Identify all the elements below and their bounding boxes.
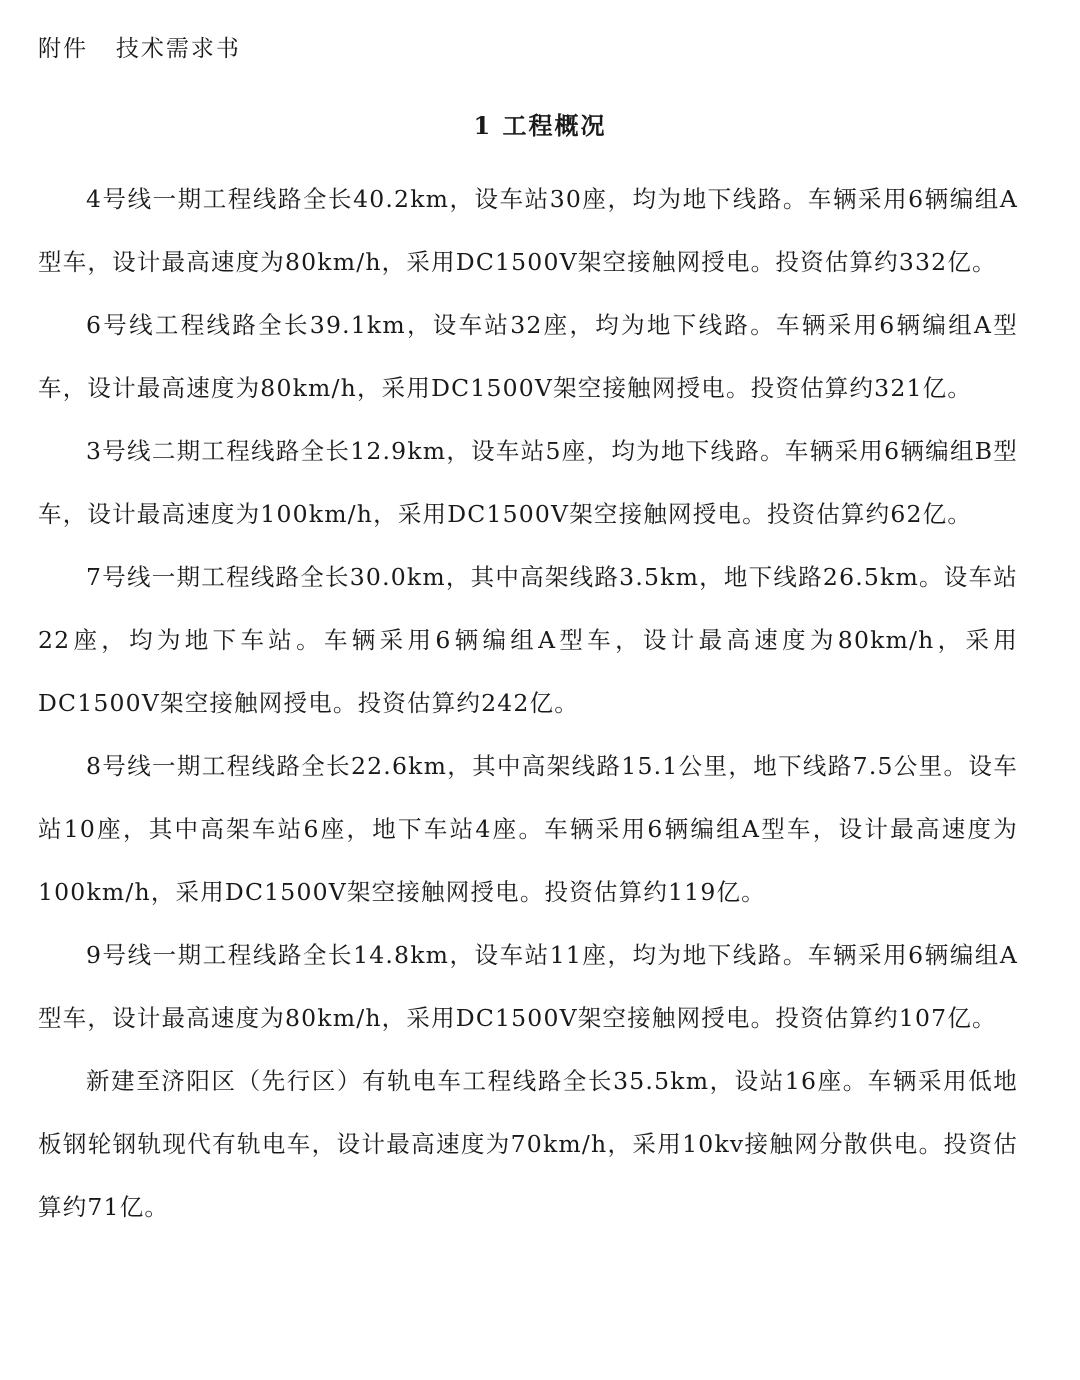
- paragraph-line-8: 8号线一期工程线路全长22.6km，其中高架线路15.1公里，地下线路7.5公里。设车站10座，其中高架车站6座，地下车站4座。车辆采用6辆编组A型车，设计最高速度为100km/h，采用DC1500V架空接触网授电。投资估算约119亿。: [38, 752, 1018, 906]
- section-title: 1 工程概况: [473, 111, 607, 140]
- paragraph-line-9: 9号线一期工程线路全长14.8km，设车站11座，均为地下线路。车辆采用6辆编组A型车，设计最高速度为80km/h，采用DC1500V架空接触网授电。投资估算约107亿。: [38, 941, 1018, 1032]
- paragraph-line-4: 4号线一期工程线路全长40.2km，设车站30座，均为地下线路。车辆采用6辆编组A型车，设计最高速度为80km/h，采用DC1500V架空接触网授电。投资估算约332亿。: [38, 185, 1018, 276]
- attachment-header: 附件 技术需求书: [38, 36, 241, 62]
- paragraph-tram-jiyang: 新建至济阳区（先行区）有轨电车工程线路全长35.5km，设站16座。车辆采用低地板钢轮钢轨现代有轨电车，设计最高速度为70km/h，采用10kv接触网分散供电。投资估算约71亿。: [38, 1067, 1018, 1221]
- body-text: [38, 168, 1018, 1239]
- paragraph-line-6: 6号线工程线路全长39.1km，设车站32座，均为地下线路。车辆采用6辆编组A型车，设计最高速度为80km/h，采用DC1500V架空接触网授电。投资估算约321亿。: [38, 311, 1018, 402]
- paragraph-line-3-phase-2: 3号线二期工程线路全长12.9km，设车站5座，均为地下线路。车辆采用6辆编组B型车，设计最高速度为100km/h，采用DC1500V架空接触网授电。投资估算约62亿。: [38, 437, 1018, 528]
- paragraph-line-7: 7号线一期工程线路全长30.0km，其中高架线路3.5km，地下线路26.5km。设车站22座，均为地下车站。车辆采用6辆编组A型车，设计最高速度为80km/h，采用DC1500V架空接触网授电。投资估算约242亿。: [38, 563, 1018, 717]
